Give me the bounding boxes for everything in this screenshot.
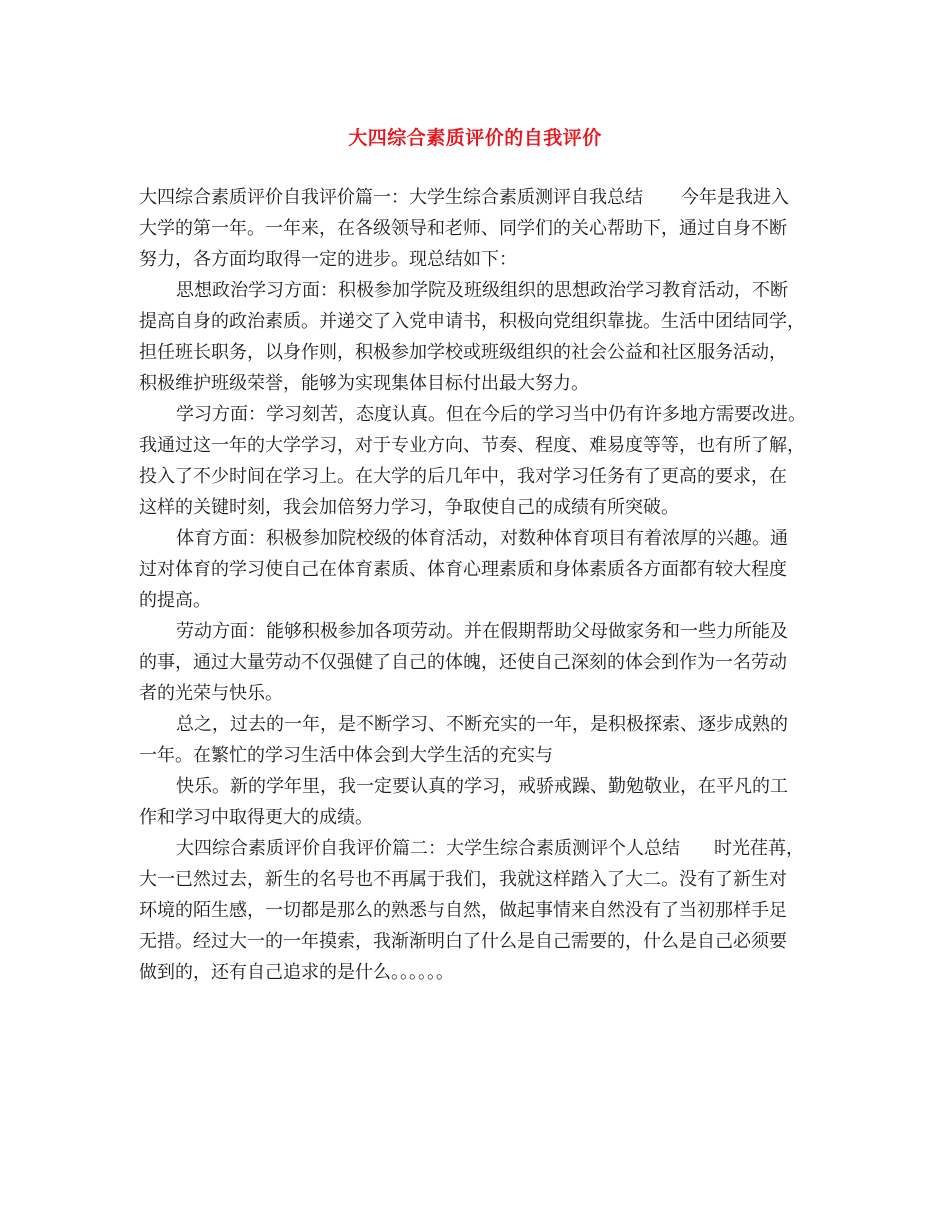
text-line: 快乐。新的学年里，我一定要认真的学习，戒骄戒躁、勤勉敬业，在平凡的工 (176, 776, 788, 797)
text-line (139, 182, 831, 213)
text-line: 这样的关键时刻，我会加倍努力学习，争取使自己的成绩有所突破。 (139, 497, 679, 518)
text-line: 积极维护班级荣誉，能够为实现集体目标付出最大努力。 (139, 373, 589, 394)
document-title: 大四综合素质评价的自我评价 (348, 127, 602, 149)
text-line: 过对体育的学习使自己在体育素质、体育心理素质和身体素质各方面都有较大程度 (139, 559, 787, 580)
text-line: 总之，过去的一年，是不断学习、不断充实的一年，是积极探索、逐步成熟的 (176, 714, 788, 735)
text-line: 大一已然过去，新生的名号也不再属于我们，我就这样踏入了大二。没有了新生对 (139, 869, 787, 890)
text-line: 作和学习中取得更大的成绩。 (139, 807, 373, 828)
text-line: 努力，各方面均取得一定的进步。现总结如下： (139, 249, 517, 270)
text-segment: 时光荏苒， (714, 838, 804, 859)
text-line: 大学的第一年。一年来，在各级领导和老师、同学们的关心帮助下，通过自身不断 (139, 218, 787, 239)
text-line: 投入了不少时间在学习上。在大学的后几年中，我对学习任务有了更高的要求，在 (139, 466, 787, 487)
text-segment: 今年是我进入 (681, 187, 789, 208)
text-line: 一年。在繁忙的学习生活中体会到大学生活的充实与 (139, 745, 553, 766)
text-line: 的事，通过大量劳动不仅强健了自己的体魄，还使自己深刻的体会到作为一名劳动 (139, 652, 787, 673)
text-line: 体育方面：积极参加院校级的体育活动，对数种体育项目有着浓厚的兴趣。通 (176, 528, 788, 549)
text-line: 环境的陌生感，一切都是那么的熟悉与自然，做起事情来自然没有了当初那样手足 (139, 900, 787, 921)
text-segment: 大四综合素质评价自我评价篇一：大学生综合素质测评自我总结 (139, 187, 643, 208)
text-line: 提高自身的政治素质。并递交了入党申请书，积极向党组织靠拢。生活中团结同学， (139, 311, 805, 332)
text-line: 担任班长职务，以身作则，积极参加学校或班级组织的社会公益和社区服务活动， (139, 342, 787, 363)
text-line (139, 833, 831, 864)
text-line: 的提高。 (139, 590, 211, 611)
text-line: 思想政治学习方面：积极参加学院及班级组织的思想政治学习教育活动，不断 (176, 280, 788, 301)
document-body (139, 182, 831, 988)
text-line: 者的光荣与快乐。 (139, 683, 283, 704)
text-line: 无措。经过大一的一年摸索，我渐渐明白了什么是自己需要的，什么是自己必须要 (139, 931, 787, 952)
text-line: 我通过这一年的大学学习，对于专业方向、节奏、程度、难易度等等，也有所了解， (139, 435, 805, 456)
text-line: 学习方面：学习刻苦，态度认真。但在今后的学习当中仍有许多地方需要改进。 (176, 404, 806, 425)
text-segment: 大四综合素质评价自我评价篇二：大学生综合素质测评个人总结 (176, 838, 680, 859)
text-line: 做到的，还有自己追求的是什么。。。。。。 (139, 962, 454, 983)
text-line: 劳动方面：能够积极参加各项劳动。并在假期帮助父母做家务和一些力所能及 (176, 621, 788, 642)
